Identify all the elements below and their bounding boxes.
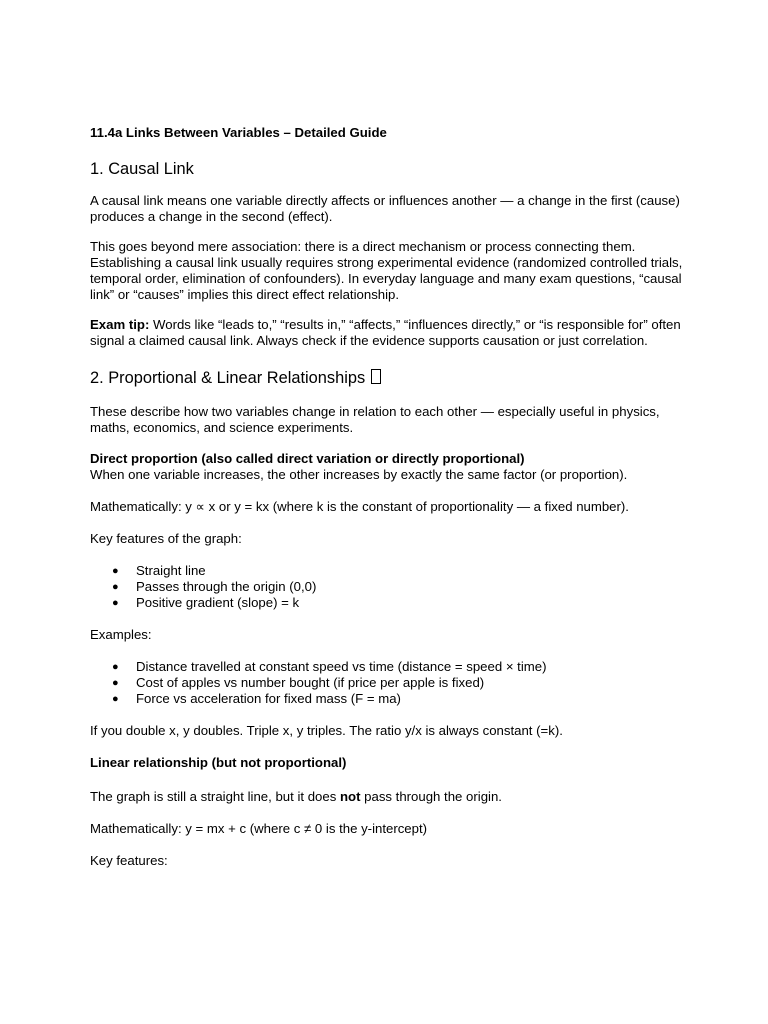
list-item bbox=[90, 563, 690, 579]
graph-features-label: Key features of the graph: bbox=[90, 531, 242, 546]
exam-tip-label: Exam tip: bbox=[90, 317, 150, 332]
key-features-label: Key features: bbox=[90, 853, 168, 868]
exam-tip-text: Words like “leads to,” “results in,” “affects,” “influences directly,” or “is responsible for” often signal a claimed causal link. Always check if the evidence supports causation or just correlation. bbox=[90, 317, 681, 348]
bullet-icon: ● bbox=[112, 565, 119, 577]
list-item bbox=[90, 675, 690, 691]
examples-list bbox=[90, 659, 690, 707]
linear-text-after: pass through the origin. bbox=[360, 789, 502, 804]
document-page bbox=[90, 125, 690, 869]
list-item-text: Straight line bbox=[136, 563, 206, 578]
linear-relationship-heading: Linear relationship (but not proportional) bbox=[90, 755, 347, 770]
bullet-icon: ● bbox=[112, 677, 119, 689]
list-item bbox=[90, 659, 690, 675]
list-item-text: Passes through the origin (0,0) bbox=[136, 579, 317, 594]
section-2-heading-text: 2. Proportional & Linear Relationships bbox=[90, 369, 366, 387]
causal-link-definition: A causal link means one variable directly affects or influences another — a change in the first (cause) produces a change in the second (effect). bbox=[90, 193, 680, 224]
section-1-heading: 1. Causal Link bbox=[90, 160, 194, 178]
direct-proportion-math: Mathematically: y ∝ x or y = kx (where k is the constant of proportionality — a fixed number). bbox=[90, 499, 629, 514]
graph-features-list bbox=[90, 563, 690, 611]
linear-text-before: The graph is still a straight line, but it does bbox=[90, 789, 340, 804]
section-2-intro: These describe how two variables change in relation to each other — especially useful in physics, maths, economics, and science experiments. bbox=[90, 404, 660, 435]
linear-relationship-math: Mathematically: y = mx + c (where c ≠ 0 is the y-intercept) bbox=[90, 821, 428, 836]
linear-relationship-description bbox=[90, 789, 690, 805]
bullet-icon: ● bbox=[112, 693, 119, 705]
direct-proportion-heading: Direct proportion (also called direct variation or directly proportional) bbox=[90, 451, 525, 466]
list-item bbox=[90, 691, 690, 707]
list-item-text: Cost of apples vs number bought (if price per apple is fixed) bbox=[136, 675, 485, 690]
direct-proportion-description: When one variable increases, the other increases by exactly the same factor (or proportion). bbox=[90, 467, 628, 482]
double-triple-text: If you double x, y doubles. Triple x, y triples. The ratio y/x is always constant (=k). bbox=[90, 723, 563, 738]
examples-label: Examples: bbox=[90, 627, 152, 642]
linear-text-bold: not bbox=[339, 789, 361, 804]
list-item-text: Positive gradient (slope) = k bbox=[136, 595, 300, 610]
section-2-heading bbox=[90, 368, 690, 388]
exam-tip-paragraph bbox=[90, 317, 690, 349]
causal-link-explanation: This goes beyond mere association: there is a direct mechanism or process connecting them. Establishing a causal link usually requires strong experimental evidence (randomized controlled trials, temporal order, elimination of confounders). In everyday language and many exam questions, “causal link” or “causes” implies this direct effect relationship. bbox=[90, 239, 683, 302]
bullet-icon: ● bbox=[112, 581, 119, 593]
bullet-icon: ● bbox=[112, 661, 119, 673]
bullet-icon: ● bbox=[112, 597, 119, 609]
list-item bbox=[90, 579, 690, 595]
list-item-text: Force vs acceleration for fixed mass (F = ma) bbox=[136, 691, 401, 706]
missing-glyph-icon bbox=[371, 369, 381, 384]
list-item-text: Distance travelled at constant speed vs time (distance = speed × time) bbox=[136, 659, 547, 674]
document-title: 11.4a Links Between Variables – Detailed Guide bbox=[90, 125, 387, 140]
list-item bbox=[90, 595, 690, 611]
